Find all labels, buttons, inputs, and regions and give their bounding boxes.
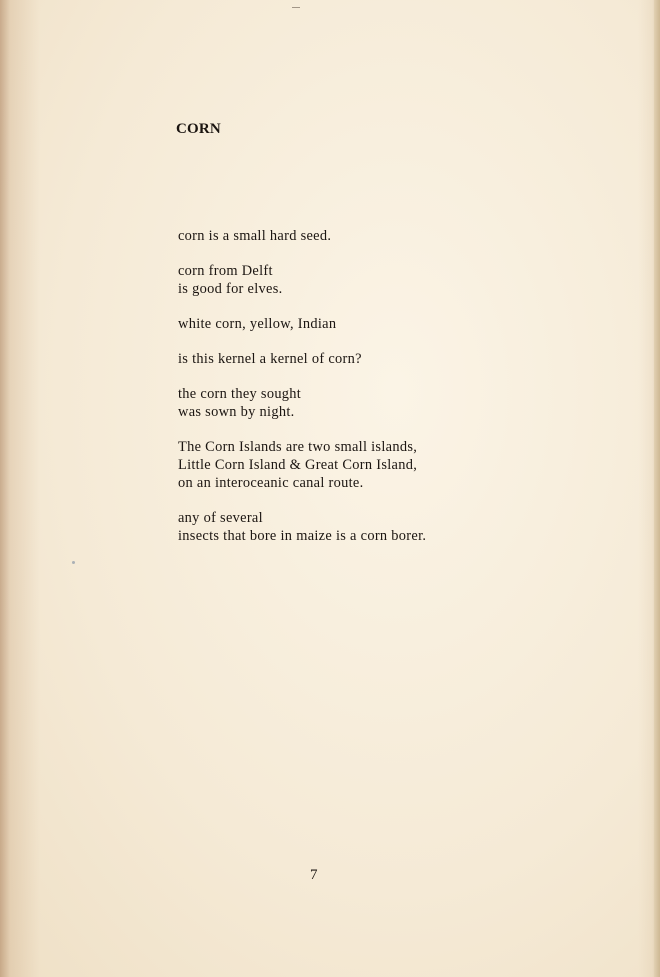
stanza — [178, 509, 426, 545]
page-edge — [654, 0, 660, 977]
poem-line: the corn they sought — [178, 386, 302, 402]
poem-title: CORN — [176, 121, 221, 137]
poem-line: is good for elves. — [178, 281, 283, 297]
stanza — [178, 315, 426, 333]
stanza — [178, 438, 426, 492]
print-mark-dot — [72, 561, 75, 564]
poem-line: white corn, yellow, Indian — [178, 316, 337, 332]
stanza — [178, 227, 426, 245]
poem-body — [178, 227, 426, 562]
stanza — [178, 385, 426, 421]
poem-line: was sown by night. — [178, 404, 295, 420]
poem-line: is this kernel a kernel of corn? — [178, 351, 362, 367]
page-number: 7 — [310, 867, 318, 883]
poem-line: corn is a small hard seed. — [178, 228, 332, 244]
stanza — [178, 350, 426, 368]
print-mark-top — [292, 7, 300, 8]
poem-line: The Corn Islands are two small islands, — [178, 439, 418, 455]
poem-line: corn from Delft — [178, 263, 273, 279]
poem-line: insects that bore in maize is a corn borer. — [178, 528, 427, 544]
poem-line: Little Corn Island & Great Corn Island, — [178, 457, 418, 473]
stanza — [178, 262, 426, 298]
poem-line: on an interoceanic canal route. — [178, 475, 364, 491]
poem-line: any of several — [178, 510, 263, 526]
